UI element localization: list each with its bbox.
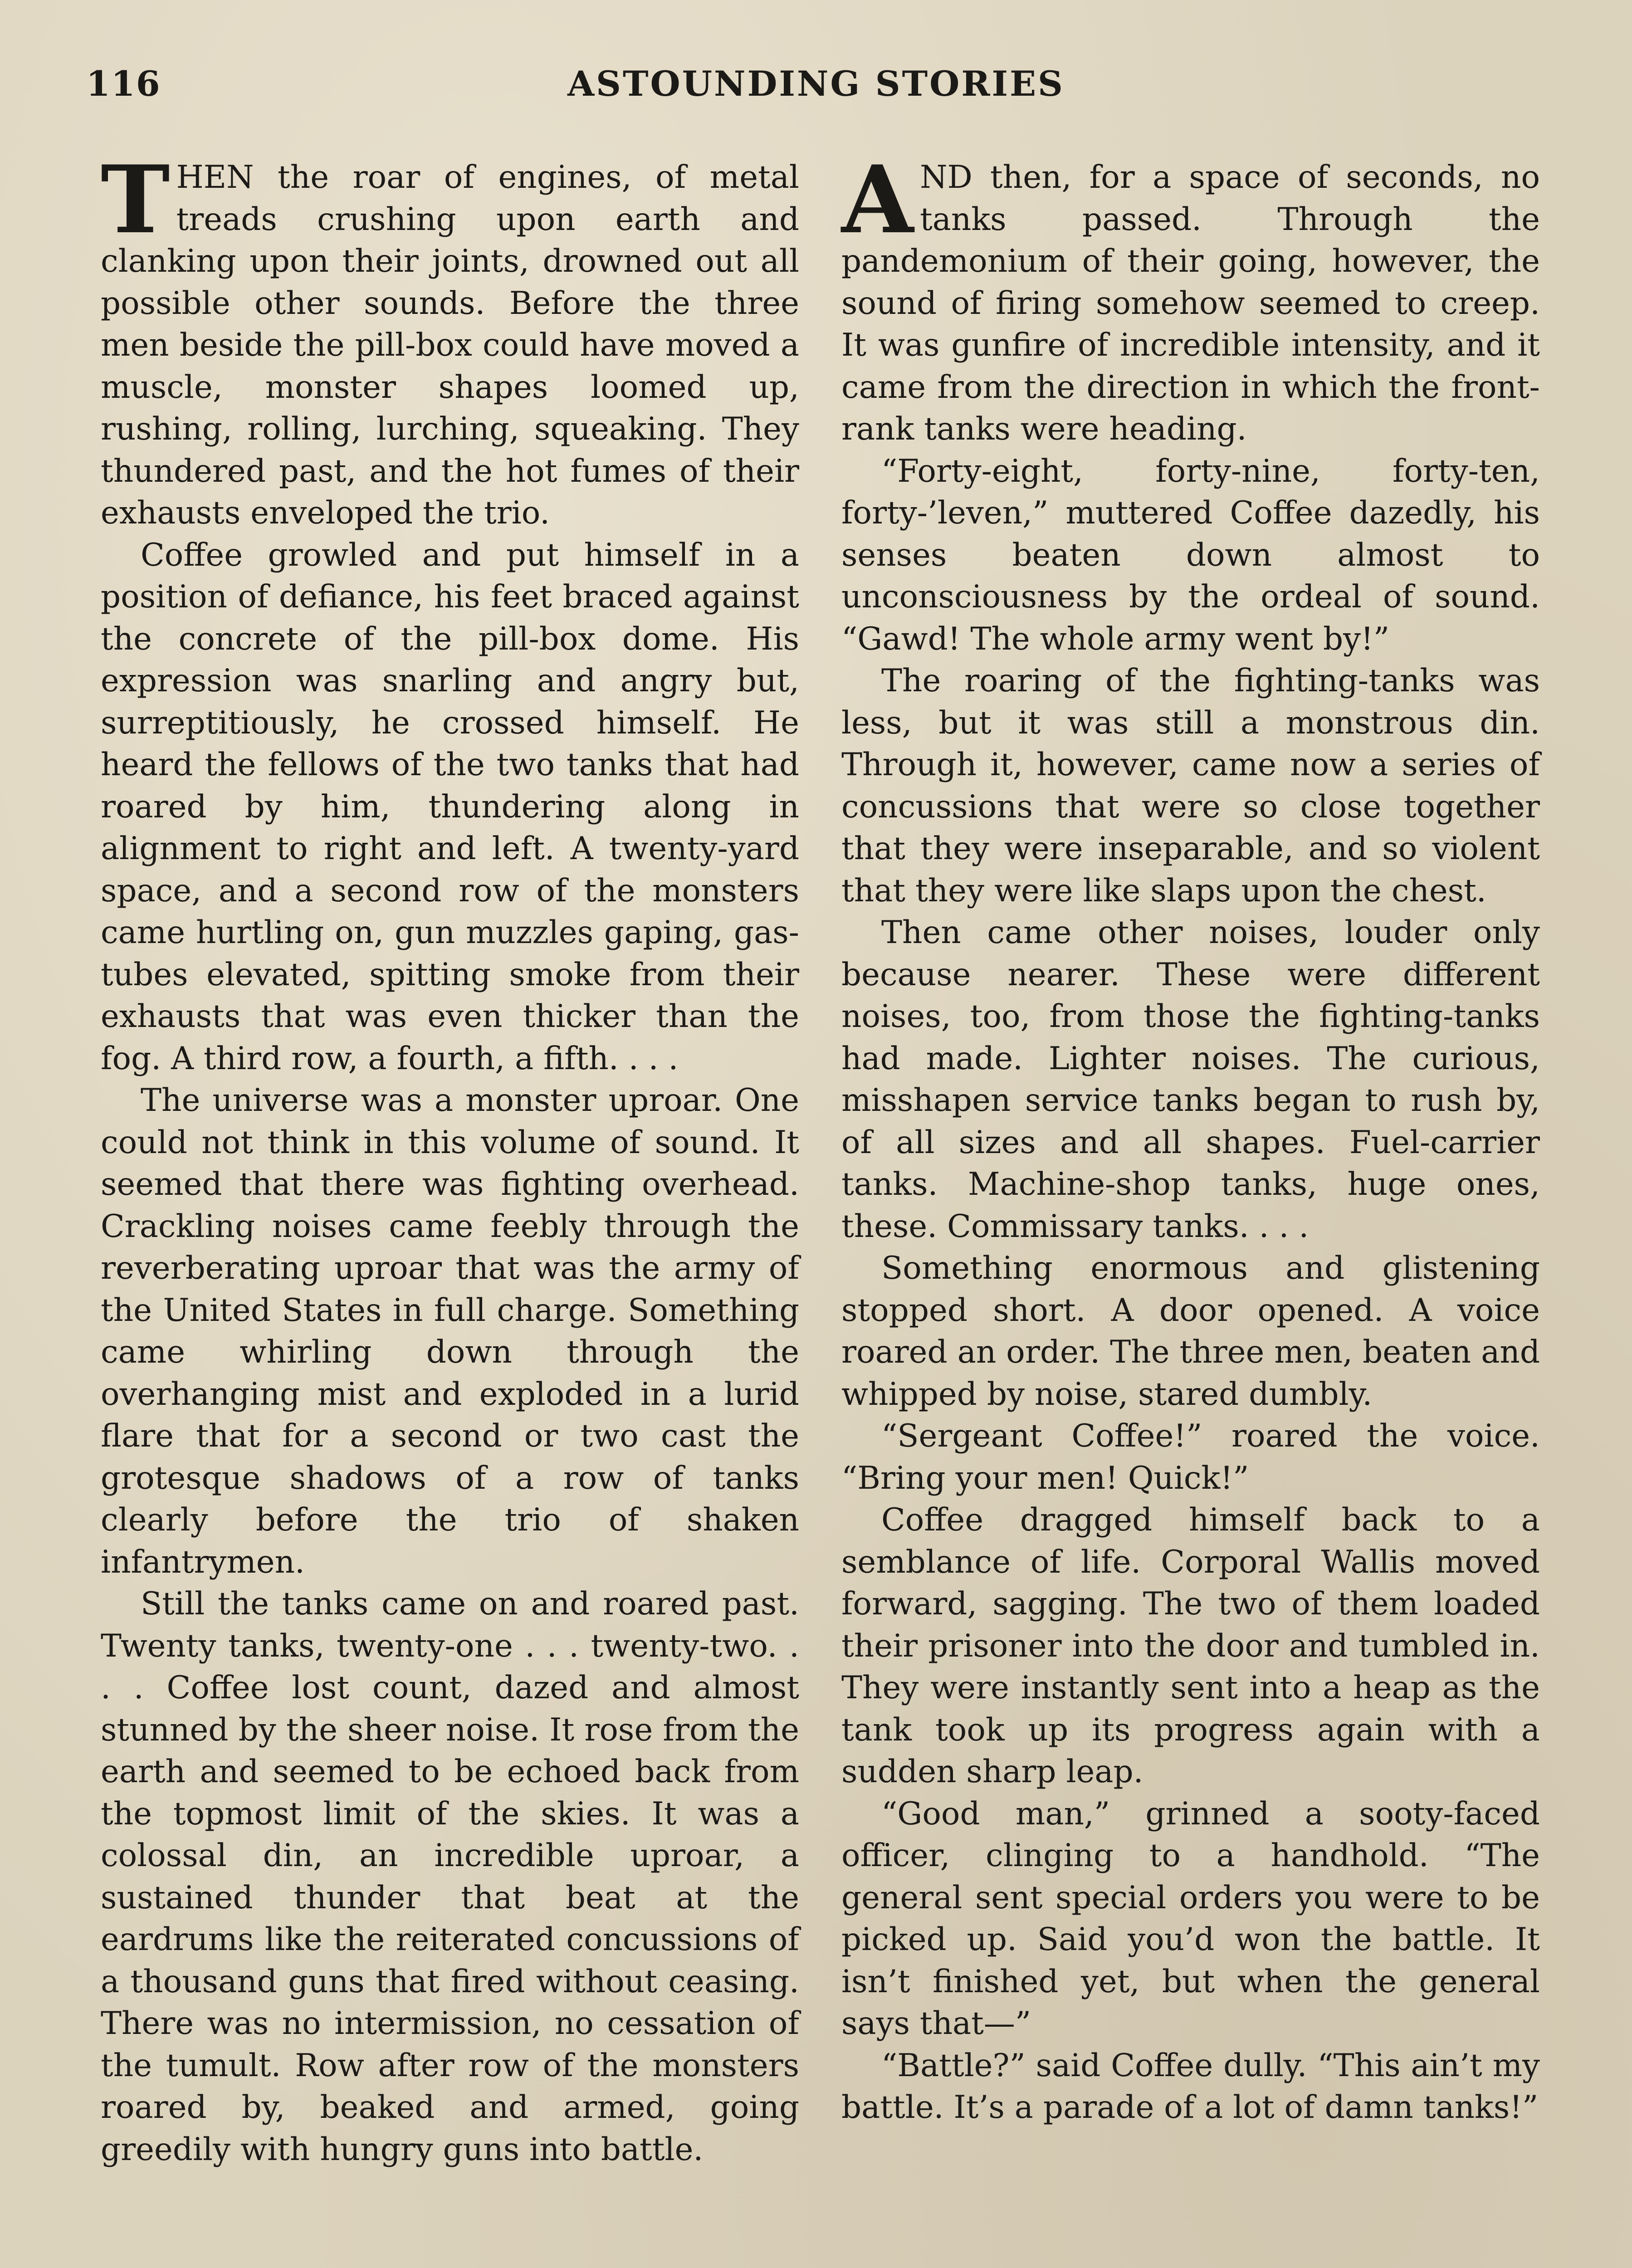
paragraph-text: ND then, for a space of seconds, no tanks passed. Through the pandemonium of their going, however, the sound of firing somehow seemed to creep. It was gunfire of incredible intensity, and it came from the direction in which the front-rank tanks were heading. — [841, 159, 1540, 447]
paragraph: The roaring of the fighting-tanks was less, but it was still a monstrous din. Through it, however, came now a series of concussions that were so close together that they were inseparable, and so violent that they were like slaps upon the chest. — [841, 663, 1540, 909]
paragraph: “Good man,” grinned a sooty-faced officer, clinging to a handhold. “The general sent special orders you were to be picked up. Said you’d won the battle. It isn’t finished yet, but when the general says that—” — [841, 1795, 1540, 2042]
paragraph: Coffee growled and put himself in a position of defiance, his feet braced against the concrete of the pill-box dome. His expression was snarling and angry but, surreptitiously, he crossed himself. He heard the fellows of the two tanks that had roared by him, thundering along in alignment to right and left. A twenty-yard space, and a second row of the monsters came hurtling on, gun muzzles gaping, gas-tubes elevated, spitting smoke from their exhausts that was even thicker than the fog. A third row, a fourth, a fifth. . . . — [101, 537, 799, 1077]
page-number: 116 — [86, 64, 161, 104]
paragraph: “Battle?” said Coffee dully. “This ain’t my battle. It’s a parade of a lot of damn tanks!” — [841, 2047, 1540, 2126]
running-head: ASTOUNDING STORIES — [567, 64, 1065, 104]
left-column — [101, 146, 799, 2268]
paragraph: Coffee dragged himself back to a semblance of life. Corporal Wallis moved forward, sagging. The two of them loaded their prisoner into the door and tumbled in. They were instantly sent into a heap as the tank took up its progress again with a sudden sharp leap. — [841, 1502, 1540, 1790]
paragraph: “Sergeant Coffee!” roared the voice. “Bring your men! Quick!” — [841, 1418, 1540, 1496]
paragraph — [101, 146, 799, 534]
drop-cap: T — [101, 146, 170, 254]
paragraph-text: HEN the roar of engines, of metal treads crushing upon earth and clanking upon their joints, drowned out all possible other sounds. Before the three men beside the pill-box could have moved a muscle, monster shapes loomed up, rushing, rolling, lurching, squeaking. They thundered past, and the hot fumes of their exhausts enveloped the trio. — [101, 159, 799, 531]
paragraph: Still the tanks came on and roared past. Twenty tanks, twenty-one . . . twenty-two. . . . Coffee lost count, dazed and almost stunned by the sheer noise. It rose from the earth and seemed to be echoed back from the topmost limit of the skies. It was a colossal din, an incredible uproar, a sustained thunder that beat at the eardrums like the reiterated concussions of a thousand guns that fired without ceasing. There was no intermission, no cessation of the tumult. Row after row of the monsters roared by, beaked and armed, going greedily with hungry guns into battle. — [101, 1586, 799, 2168]
paragraph: Then came other noises, louder only because nearer. These were different noises, too, from those the fighting-tanks had made. Lighter noises. The curious, misshapen service tanks began to rush by, of all sizes and all shapes. Fuel-carrier tanks. Machine-shop tanks, huge ones, these. Commissary tanks. . . . — [841, 914, 1540, 1245]
paragraph: Something enormous and glistening stopped short. A door opened. A voice roared an order. The three men, beaten and whipped by noise, stared dumbly. — [841, 1250, 1540, 1413]
drop-cap: A — [841, 146, 914, 254]
right-column — [841, 146, 1540, 2268]
paragraph: The universe was a monster uproar. One could not think in this volume of sound. It seemed that there was fighting overhead. Crackling noises came feebly through the reverberating uproar that was the army of the United States in full charge. Something came whirling down through the overhanging mist and exploded in a lurid flare that for a second or two cast the grotesque shadows of a row of tanks clearly before the trio of shaken infantrymen. — [101, 1082, 799, 1580]
paragraph — [841, 146, 1540, 450]
paragraph: “Forty-eight, forty-nine, forty-ten, forty-’leven,” muttered Coffee dazedly, his senses beaten down almost to unconsciousness by the ordeal of sound. “Gawd! The whole army went by!” — [841, 453, 1540, 657]
